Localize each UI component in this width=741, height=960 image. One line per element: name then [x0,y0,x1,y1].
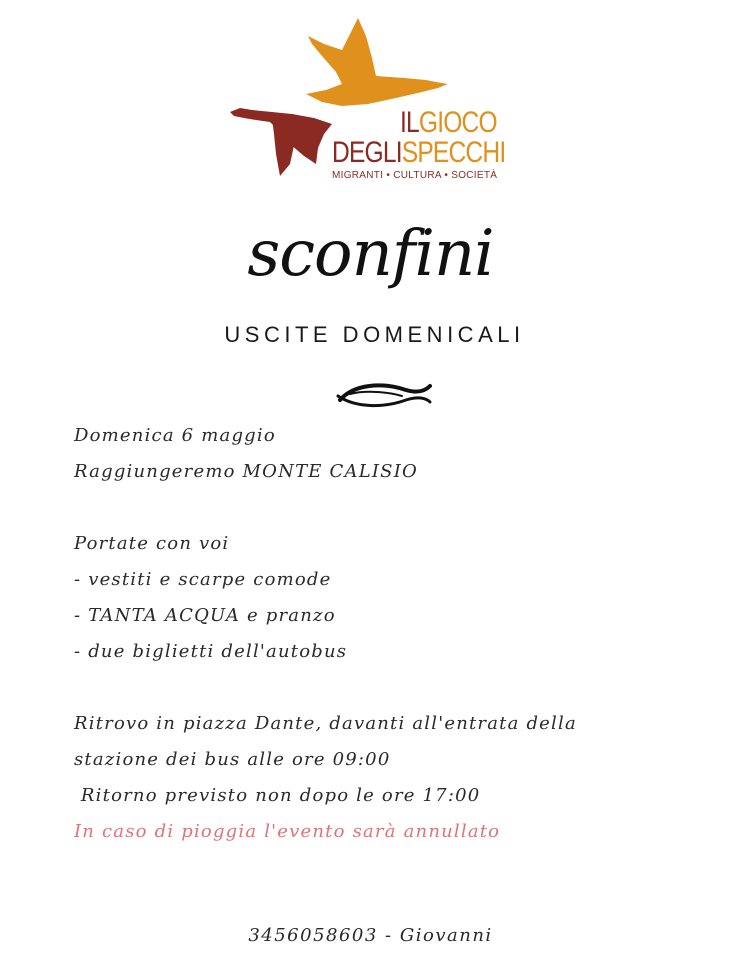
meeting-info-line2: stazione dei bus alle ore 09:00 [74,749,391,770]
contact-info: 3456058603 - Giovanni [248,925,493,946]
brand-name-line1: ILGIOCO [400,106,497,139]
brand-tagline: MIGRANTI • CULTURA • SOCIETÀ [332,170,498,181]
event-date: Domenica 6 maggio [74,425,276,446]
flourish-icon [336,378,432,412]
list-item: - TANTA ACQUA e pranzo [74,605,336,626]
bring-heading: Portate con voi [74,533,230,554]
page-title: sconfini [247,217,494,291]
brand-name-line2: DEGLISPECCHI [332,136,506,169]
return-info: Ritorno previsto non dopo le ore 17:00 [74,785,481,806]
rain-notice: In caso di pioggia l'evento sarà annullato [74,821,501,842]
logo [226,14,516,186]
event-destination: Raggiungeremo MONTE CALISIO [74,461,418,482]
event-details [74,418,714,850]
page-subtitle: USCITE DOMENICALI [224,322,525,347]
meeting-info-line1: Ritrovo in piazza Dante, davanti all'entrata della [74,713,577,734]
list-item: - due biglietti dell'autobus [74,641,348,662]
list-item: - vestiti e scarpe comode [74,569,332,590]
